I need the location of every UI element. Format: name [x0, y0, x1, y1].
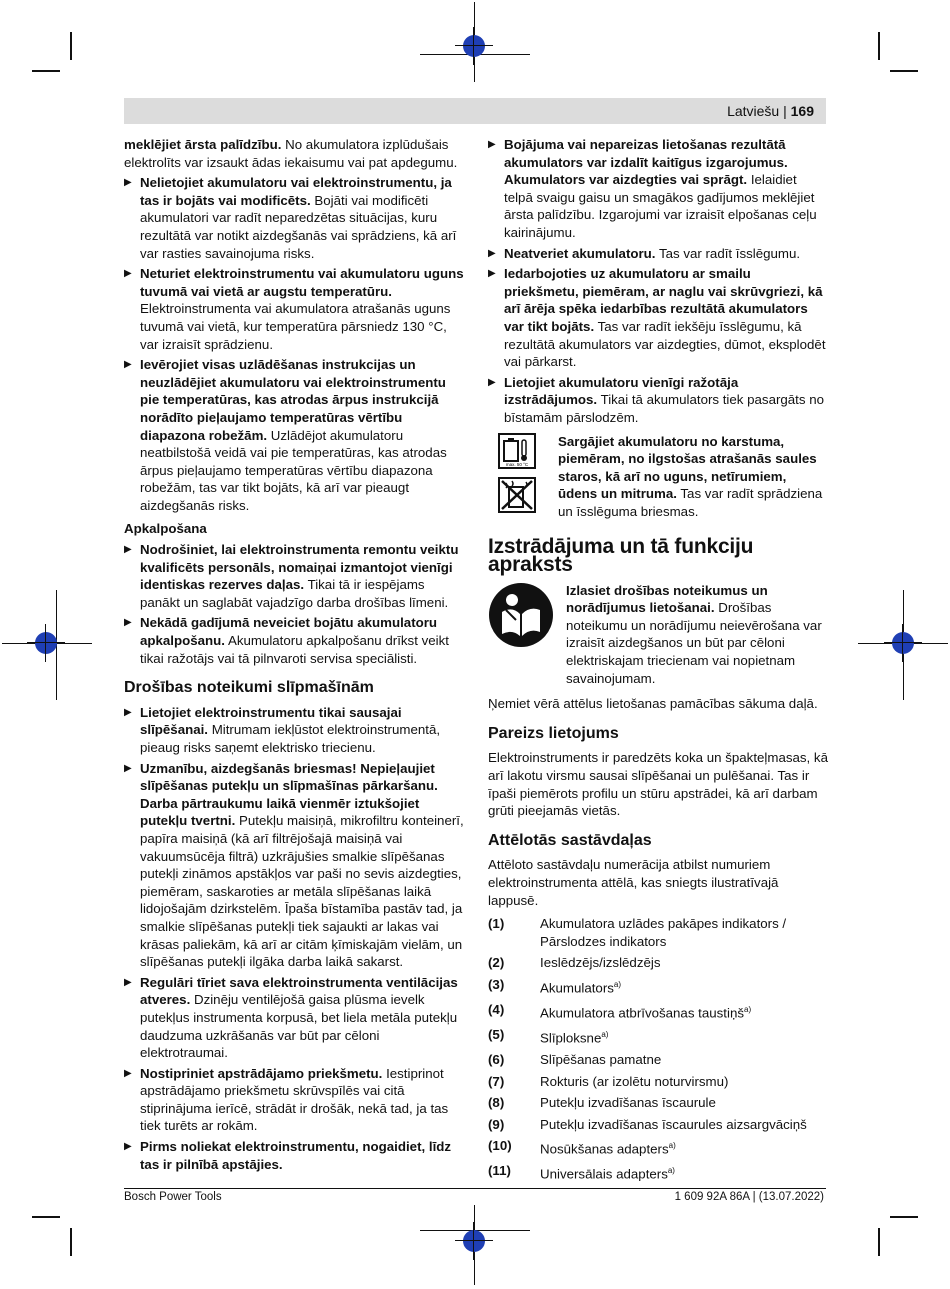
component-item [488, 1073, 828, 1091]
bold-text: meklējiet ārsta palīdzību. [124, 137, 282, 152]
body-text: Tikai tā akumulators tiek pasargāts no bīstamām pārslodzēm. [504, 392, 825, 425]
body-text: Iestiprinot apstrādājamo priekšmetu skrūvspīlēs vai citā stiprinājuma ierīcē, strādāt ir drošāk, nekā tad, ja tas tiek turēts ar rokām. [140, 1065, 449, 1134]
body-text: Ielaidiet telpā svaigu gaisu un smagākos gadījumos meklējiet ārsta palīdzību. Izgarojumi var izraisīt elpošanas ceļu kairinājumu. [504, 172, 817, 240]
component-item [488, 1094, 828, 1112]
bullet-item [124, 760, 464, 971]
read-instructions-block [488, 582, 828, 688]
component-item [488, 1116, 828, 1134]
bullet-item [124, 541, 464, 611]
bullet-triangle-icon: ▶ [488, 139, 496, 150]
battery-heat-icon [498, 433, 536, 474]
footer-brand: Bosch Power Tools [124, 1191, 222, 1203]
bullet-item [124, 1065, 464, 1135]
crop-mark [878, 1228, 880, 1256]
body-text: Dzinēju ventilējošā gaisa plūsma ievelk putekļus instrumenta korpusā, bet liela metāla putekļu daudzuma uzkrāšanās var būt par cēloni elektrotraumai. [140, 992, 458, 1061]
bullet-item [124, 974, 464, 1062]
section-heading-sanders: Drošības noteikumi slīpmašīnām [124, 679, 374, 697]
footer-doc-number: 1 609 92A 86A | (13.07.2022) [674, 1191, 824, 1203]
bullet-triangle-icon: ▶ [488, 247, 496, 259]
section-heading-intended-use: Pareizs lietojums [488, 724, 619, 742]
body-text: Putekļu maisiņā, mikrofiltru konteinerī, papīra maisiņā (kā arī filtrējošajā maisiņā vai vakuumsūcēja filtrā) uzkrājušies smalkie slīpēšanas putekļi zināmos apstākļos var paši no sevis aizdegties, piemēram, saskaroties ar metāla slīpēšanas laikā lidojošajām dzirkstelēm. Īpaša bīstamība pastāv tad, ja smalkie slīpēšanas putekļi tiek sajaukti ar lakas vai krāsas paliekām, kā arī ar citām ķīmiskajām vielām, un slīpēšanas putekļi ilgāka darba laikā sakarst. [140, 813, 464, 970]
component-item [488, 1162, 828, 1183]
bullet-item [124, 614, 464, 667]
bullet-triangle-icon: ▶ [124, 762, 132, 774]
intended-use-text: Elektroinstruments ir paredzēts koka un špakteļmasas, kā arī lakotu virsmu sausai slīpēšanai un pulēšanai. Tas ir īpaši piemērots profilu un stūru apstrādei, kā arī darbam grūti pieejamās vietās. [488, 750, 828, 819]
bullet-triangle-icon: ▶ [488, 376, 496, 388]
body-text: Tikai tā ir iespējams panākt un saglabāt vajadzīgo darba drošības līmeni. [140, 577, 449, 610]
bullet-item [488, 265, 828, 371]
section-heading-product: Izstrādājuma un tā funkciju apraksts [488, 535, 754, 577]
footer-rule [124, 1188, 826, 1189]
bold-text: Nelietojiet akumulatoru vai elektroinstrumentu, ja tas ir bojāts vai modificēts. [140, 175, 452, 208]
bullet-triangle-icon: ▶ [124, 544, 132, 556]
bullet-triangle-icon: ▶ [124, 976, 132, 988]
bold-text: Uzmanību, aizdegšanās briesmas! Nepieļaujiet slīpēšanas putekļu un slīpmašīnas pārkaršanu. Darba pārtraukumu laikā vienmēr iztukšojiet putekļu tvertni. [140, 760, 438, 829]
bullet-triangle-icon: ▶ [488, 268, 496, 280]
bullet-item [488, 136, 828, 242]
bold-text: Sargājiet akumulatoru no karstuma, piemēram, no ilgstošas atrašanās saules staros, kā arī no uguns, netīrumiem, ūdens un mitruma. [558, 433, 817, 502]
right-column [488, 136, 828, 1187]
section-heading-components: Attēlotās sastāvdaļas [488, 831, 652, 849]
registration-mark-bottom [463, 1230, 485, 1252]
bullet-triangle-icon: ▶ [124, 1141, 132, 1153]
component-number: (7) [488, 1073, 505, 1089]
crop-mark [32, 70, 60, 72]
component-number: (3) [488, 976, 505, 992]
bold-text: Bojājuma vai nepareizas lietošanas rezultātā akumulators var izdalīt kaitīgus izgarojumus. Akumulators var aizdegties vai sprāgt. [504, 137, 788, 188]
bold-text: Lietojiet akumulatoru vienīgi ražotāja izstrādājumos. [504, 374, 739, 408]
bullet-triangle-icon: ▶ [124, 177, 132, 189]
bold-text: Lietojiet elektroinstrumentu tikai sausajai slīpēšanai. [140, 704, 402, 738]
component-number: (5) [488, 1026, 505, 1042]
bullet-item [124, 356, 464, 514]
battery-water-crossed-icon [498, 477, 536, 518]
bold-text: Neturiet elektroinstrumentu vai akumulatoru uguns tuvumā vai vietā ar augstu temperatūru. [140, 266, 464, 299]
warning-icons [488, 433, 546, 521]
component-number: (4) [488, 1001, 505, 1017]
component-number: (6) [488, 1051, 505, 1067]
bold-text: Nostipriniet apstrādājamo priekšmetu. [140, 1065, 383, 1081]
crop-mark [890, 1216, 918, 1218]
crop-mark [32, 1216, 60, 1218]
bullet-triangle-icon: ▶ [124, 1067, 132, 1079]
bullet-triangle-icon: ▶ [124, 706, 132, 718]
component-item [488, 1026, 828, 1047]
body-text: Drošības noteikumu un norādījumu neievērošana var izraisīt aizdegšanos un būt par cēloni elektriskajam triecienam vai nopietnam savainojumam. [566, 600, 822, 686]
component-number: (8) [488, 1095, 505, 1111]
bullet-item [124, 1138, 464, 1173]
component-label: Ieslēdzējs/izslēdzējs [540, 955, 661, 971]
bullet-item [124, 704, 464, 757]
page-header [727, 103, 814, 119]
header-separator: | [783, 103, 787, 119]
body-text: Akumulatoru apkalpošanu drīkst veikt tikai ražotājs vai tā pilnvaroti servisa speciālisti. [140, 633, 449, 666]
component-label: Putekļu izvadīšanas īscaurule [540, 1095, 716, 1111]
bold-text: Nodrošiniet, lai elektroinstrumenta remontu veiktu kvalificēts personāls, nomaiņai izmantojot vienīgi identiskas rezerves daļas. [140, 542, 459, 593]
crop-mark [878, 32, 880, 60]
component-number: (1) [488, 916, 505, 932]
component-number: (11) [488, 1163, 511, 1179]
bullet-triangle-icon: ▶ [124, 268, 132, 280]
component-label: Universālais adapters [540, 1166, 668, 1182]
registration-mark-left [35, 632, 57, 654]
crop-mark [70, 1228, 72, 1256]
component-item [488, 976, 828, 997]
component-label: Slīploksne [540, 1030, 602, 1046]
component-label: Rokturis (ar izolētu noturvirsmu) [540, 1073, 729, 1089]
bold-text: Neatveriet akumulatoru. [504, 245, 656, 261]
component-item [488, 1051, 828, 1069]
body-text: No akumulatora izplūdušais elektrolīts var izsaukt ādas iekaisumu vai pat apdegumu. [124, 137, 458, 170]
figures-note: Ņemiet vērā attēlus lietošanas pamācības sākuma daļā. [488, 696, 818, 712]
max-temp-label: max. 50 °C [505, 461, 529, 467]
crop-mark [70, 32, 72, 60]
component-number: (10) [488, 1138, 512, 1154]
component-label: Putekļu izvadīšanas īscaurules aizsargvāciņš [540, 1116, 807, 1132]
components-list [488, 915, 828, 1183]
footnote-marker: a) [613, 979, 622, 989]
bullet-item [488, 374, 828, 427]
page-number: 169 [790, 103, 814, 119]
body-text: Bojāti vai modificēti akumulatori var radīt neparedzētas situācijas, kuru rezultātā var notikt aizdegšanās vai sprādziens, kā arī var rasties savainojuma risks. [140, 192, 457, 261]
body-text: Tas var radīt iekšēju īsslēgumu, kā rezultātā akumulators var aizdegties, dūmot, eksplodēt vai pārkarst. [504, 318, 826, 370]
component-number: (9) [488, 1116, 505, 1132]
registration-mark-top [463, 35, 485, 57]
component-number: (2) [488, 955, 505, 971]
read-instructions-text [566, 582, 828, 688]
crop-mark [890, 70, 918, 72]
bullet-triangle-icon: ▶ [124, 617, 132, 629]
bullet-item [488, 245, 828, 263]
bold-text: Nekādā gadījumā neveiciet bojātu akumulatoru apkalpošanu. [140, 615, 438, 649]
body-text: Tas var radīt sprādziena un īsslēguma briesmas. [558, 486, 823, 519]
battery-warning-block [488, 433, 828, 521]
header-bar [124, 98, 826, 124]
component-item [488, 1137, 828, 1158]
body-text: Uzlādējot akumulatoru neatbilstošā veidā vai pie temperatūras, kas atrodas ārpus pieļaujamo temperatūras vērtību diapazona robežām, tas var tikt bojāts, kā arī var pieaugt aizdegšanās risks. [140, 427, 447, 513]
read-manual-icon [488, 582, 554, 688]
body-text: Elektroinstrumenta vai akumulatora atrašanās uguns tuvumā vai vietā, kur temperatūra pārsniedz 130 °C, var izraisīt sprādzienu. [140, 301, 451, 352]
footnote-marker: a) [601, 1029, 609, 1039]
component-label: Akumulatora atbrīvošanas taustiņš [540, 1005, 744, 1021]
registration-mark-right [892, 632, 914, 654]
bullet-item [124, 174, 464, 262]
footnote-marker: a) [667, 1166, 675, 1176]
footnote-marker: a) [744, 1004, 752, 1014]
body-text: Tas var radīt īsslēgumu. [655, 245, 801, 261]
body-text: Mitrumam iekļūstot elektroinstrumentā, pieaug risks saņemt elektrisko triecienu. [140, 722, 441, 755]
bold-text: Izlasiet drošības noteikumus un norādījumus lietošanai. [566, 582, 768, 616]
bold-text: Pirms noliekat elektroinstrumentu, nogaidiet, līdz tas ir pilnībā apstājies. [140, 1139, 452, 1172]
paragraph [124, 136, 464, 171]
component-item [488, 915, 828, 950]
component-label: Akumulatora uzlādes pakāpes indikators / Pārslodzes indikators [540, 916, 787, 949]
bold-text: Iedarbojoties uz akumulatoru ar smailu priekšmetu, piemēram, ar naglu vai skrūvgriezi, kā arī ārēja spēka iedarbības rezultātā akumulators var tikt bojāts. [504, 266, 823, 334]
component-item [488, 954, 828, 972]
subheading-service: Apkalpošana [124, 521, 207, 537]
bold-text: Ievērojiet visas uzlādēšanas instrukcijas un neuzlādējiet akumulatoru vai elektroinstrumentu pie temperatūras, kas atrodas ārpus instrukcijā norādīto pieļaujamo temperatūras vērtību diapazona robežām. [140, 357, 446, 443]
bullet-triangle-icon: ▶ [124, 359, 132, 371]
components-intro: Attēloto sastāvdaļu numerācija atbilst numuriem elektroinstrumenta attēlā, kas sniegts ilustratīvajā lappusē. [488, 857, 779, 908]
left-column [124, 136, 464, 1176]
component-label: Slīpēšanas pamatne [540, 1051, 662, 1067]
header-language: Latviešu [727, 103, 780, 119]
battery-warning-text [558, 433, 828, 521]
component-label: Nosūkšanas adapters [540, 1141, 669, 1157]
bold-text: Regulāri tīriet sava elektroinstrumenta ventilācijas atveres. [140, 974, 458, 1008]
bullet-item [124, 265, 464, 353]
footnote-marker: a) [668, 1141, 676, 1151]
component-item [488, 1001, 828, 1022]
component-label: Akumulators [540, 980, 614, 996]
